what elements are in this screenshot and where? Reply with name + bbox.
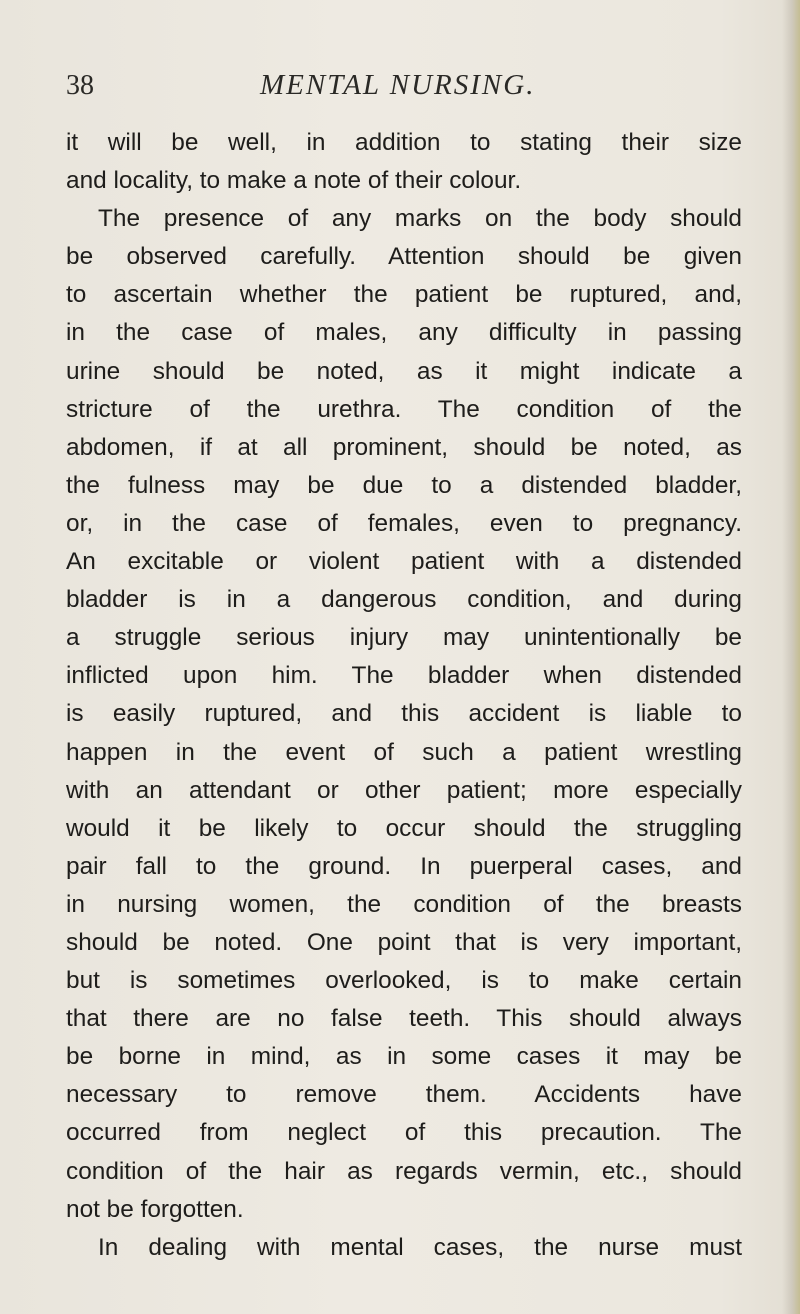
text-line: to ascertain whether the patient be ruptured, and, (66, 281, 742, 309)
text-line: urine should be noted, as it might indicate a (66, 357, 742, 385)
text-line: In dealing with mental cases, the nurse must (98, 1233, 742, 1261)
text-line: condition of the hair as regards vermin, etc., should (66, 1157, 742, 1185)
text-line: that there are no false teeth. This should always (66, 1005, 742, 1033)
text-line: not be forgotten. (66, 1195, 244, 1223)
text-line: abdomen, if at all prominent, should be noted, as (66, 433, 742, 461)
text-line: happen in the event of such a patient wrestling (66, 738, 742, 766)
running-title: MENTAL NURSING. (260, 69, 536, 101)
text-line: An excitable or violent patient with a distended (66, 548, 742, 576)
text-line: pair fall to the ground. In puerperal cases, and (66, 852, 742, 880)
text-line: occurred from neglect of this precaution. The (66, 1119, 742, 1147)
text-line: stricture of the urethra. The condition of the (66, 395, 742, 423)
text-line: would it be likely to occur should the struggling (66, 814, 742, 842)
text-line: should be noted. One point that is very important, (66, 928, 742, 956)
text-line: in nursing women, the condition of the breasts (66, 890, 742, 918)
text-line: be observed carefully. Attention should be given (66, 243, 742, 271)
page-edge-shadow (782, 0, 800, 1314)
page-header (0, 66, 800, 106)
text-line: but is sometimes overlooked, is to make certain (66, 967, 742, 995)
body-text (66, 124, 742, 1267)
text-line: be borne in mind, as in some cases it may be (66, 1043, 742, 1071)
text-line: is easily ruptured, and this accident is liable to (66, 700, 742, 728)
text-line: or, in the case of females, even to pregnancy. (66, 509, 742, 537)
text-line: inflicted upon him. The bladder when distended (66, 662, 742, 690)
text-line: bladder is in a dangerous condition, and during (66, 586, 742, 614)
page-number: 38 (66, 70, 94, 101)
text-line: in the case of males, any difficulty in passing (66, 319, 742, 347)
text-line: it will be well, in addition to stating their size (66, 129, 742, 156)
text-line: and locality, to make a note of their colour. (66, 167, 522, 195)
text-line: The presence of any marks on the body should (98, 205, 742, 233)
text-line: with an attendant or other patient; more especially (66, 776, 742, 804)
text-line: the fulness may be due to a distended bladder, (66, 471, 742, 499)
text-line: a struggle serious injury may unintentionally be (66, 624, 742, 652)
text-line: necessary to remove them. Accidents have (66, 1081, 742, 1109)
